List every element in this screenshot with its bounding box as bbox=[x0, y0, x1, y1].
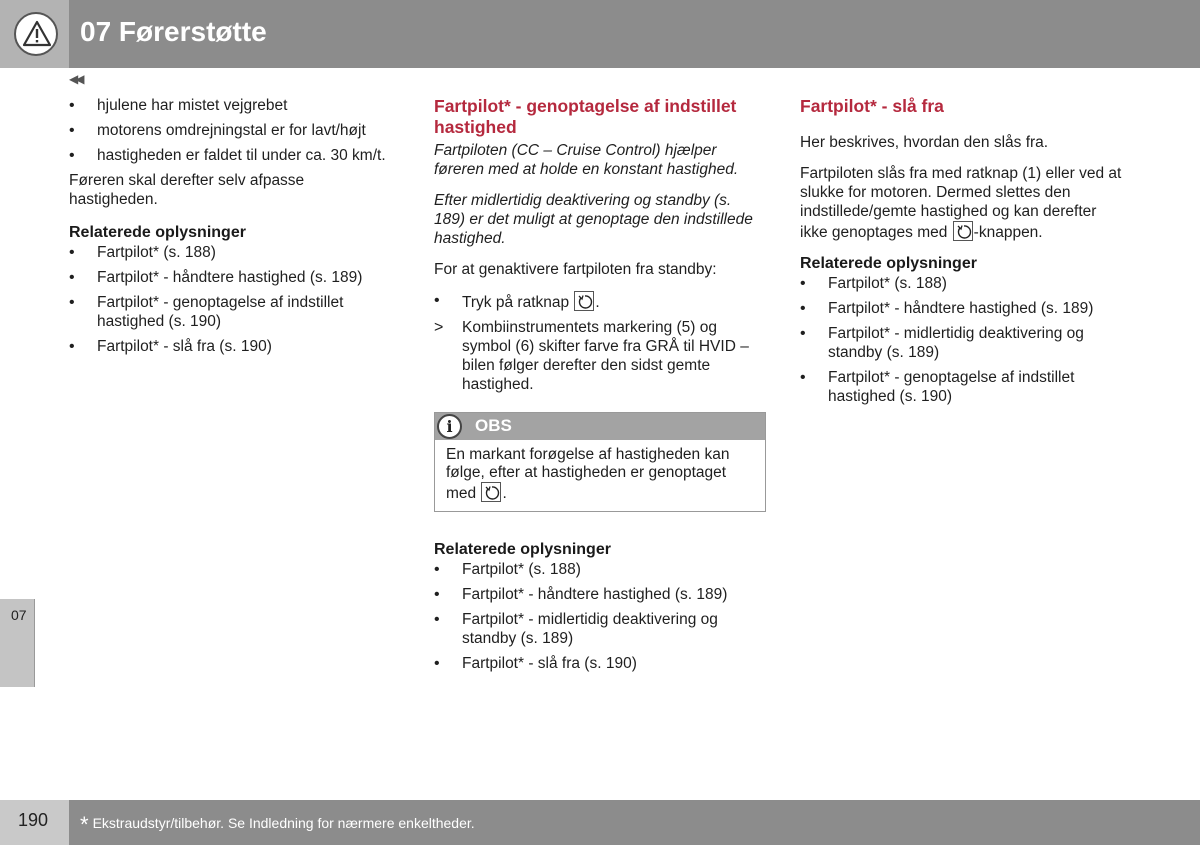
resume-button-icon bbox=[574, 291, 594, 311]
related-list bbox=[69, 243, 389, 356]
related-link[interactable]: • Fartpilot* - håndtere hastighed (s. 189) bbox=[69, 268, 389, 287]
footnote bbox=[80, 812, 475, 838]
resume-button-icon bbox=[481, 482, 501, 502]
section-title: Fartpilot* - slå fra bbox=[800, 96, 944, 116]
note-box bbox=[434, 412, 766, 512]
chapter-tab-label: 07 bbox=[11, 607, 27, 623]
column-3 bbox=[800, 96, 1122, 412]
related-heading: Relaterede oplysninger bbox=[800, 255, 977, 272]
related-link[interactable]: • Fartpilot* - slå fra (s. 190) bbox=[69, 337, 389, 356]
list-item: • hjulene har mistet vejgrebet bbox=[69, 96, 389, 115]
note-text: En markant forøgelse af hastigheden kan følge, efter at hastigheden er genoptaget med bbox=[446, 446, 730, 502]
related-list bbox=[800, 274, 1122, 406]
footnote-text: Ekstraudstyr/tilbehør. Se Indledning for nærmere enkeltheder. bbox=[92, 815, 475, 831]
list-item: • motorens omdrejningstal er for lavt/højt bbox=[69, 121, 389, 140]
column-2 bbox=[434, 96, 766, 679]
asterisk: * bbox=[80, 812, 89, 837]
result-item: > Kombiinstrumentets markering (5) og symbol (6) skifter farve fra GRÅ til HVID – bilen følger derefter den sidst gemte hastighed. bbox=[434, 318, 766, 394]
step-text: Tryk på ratknap bbox=[462, 294, 570, 311]
related-link[interactable]: • Fartpilot* - genoptagelse af indstillet hastighed (s. 190) bbox=[800, 368, 1122, 406]
note-body bbox=[435, 440, 765, 511]
step-item bbox=[434, 291, 766, 312]
related-link[interactable]: • Fartpilot* (s. 188) bbox=[69, 243, 389, 262]
section-title: Fartpilot* - genoptagelse af indstillet hastighed bbox=[434, 96, 737, 137]
related-heading: Relaterede oplysninger bbox=[434, 541, 611, 558]
paragraph-text: Fartpiloten slås fra med ratknap (1) eller ved at slukke for motoren. Dermed slettes den indstillede/gemte hastighed og kan derefter ikke genoptages med bbox=[800, 165, 1122, 241]
intro-text: Efter midlertidig deaktivering og standby (s. 189) er det muligt at genoptage den indstillede hastighed. bbox=[434, 192, 753, 247]
condition-list bbox=[69, 96, 389, 165]
note-end: . bbox=[502, 485, 507, 502]
related-link[interactable]: • Fartpilot* - håndtere hastighed (s. 189) bbox=[800, 299, 1122, 318]
related-link[interactable]: • Fartpilot* (s. 188) bbox=[800, 274, 1122, 293]
related-link[interactable]: • Fartpilot* - midlertidig deaktivering og standby (s. 189) bbox=[800, 324, 1122, 362]
page-title: 07 Førerstøtte bbox=[80, 16, 267, 47]
page-number: 190 bbox=[18, 810, 49, 830]
paragraph: Føreren skal derefter selv afpasse hastigheden. bbox=[69, 172, 305, 208]
resume-button-icon bbox=[953, 221, 973, 241]
back-arrows-icon[interactable]: ◀◀ bbox=[69, 72, 82, 86]
info-icon: i bbox=[437, 414, 462, 439]
intro-text: Fartpiloten (CC – Cruise Control) hjælper føreren med at holde en konstant hastighed. bbox=[434, 142, 739, 178]
paragraph bbox=[800, 164, 1122, 242]
related-link[interactable]: • Fartpilot* - genoptagelse af indstillet hastighed (s. 190) bbox=[69, 293, 389, 331]
related-list bbox=[434, 560, 766, 673]
step-list bbox=[434, 291, 766, 394]
paragraph-end: -knappen. bbox=[973, 224, 1043, 241]
list-item: • hastigheden er faldet til under ca. 30 km/t. bbox=[69, 146, 389, 165]
related-link[interactable]: • Fartpilot* - håndtere hastighed (s. 189) bbox=[434, 585, 766, 604]
warning-triangle-icon bbox=[14, 12, 58, 56]
chapter-tab[interactable] bbox=[0, 599, 35, 687]
note-header bbox=[435, 413, 765, 440]
related-link[interactable]: • Fartpilot* - midlertidig deaktivering og standby (s. 189) bbox=[434, 610, 766, 648]
related-link[interactable]: • Fartpilot* (s. 188) bbox=[434, 560, 766, 579]
paragraph: Her beskrives, hvordan den slås fra. bbox=[800, 134, 1049, 151]
step-end: . bbox=[595, 294, 600, 311]
related-link[interactable]: • Fartpilot* - slå fra (s. 190) bbox=[434, 654, 766, 673]
note-label: OBS bbox=[475, 416, 512, 435]
column-1 bbox=[69, 96, 389, 362]
paragraph: For at genaktivere fartpiloten fra standby: bbox=[434, 261, 717, 278]
related-heading: Relaterede oplysninger bbox=[69, 224, 246, 241]
